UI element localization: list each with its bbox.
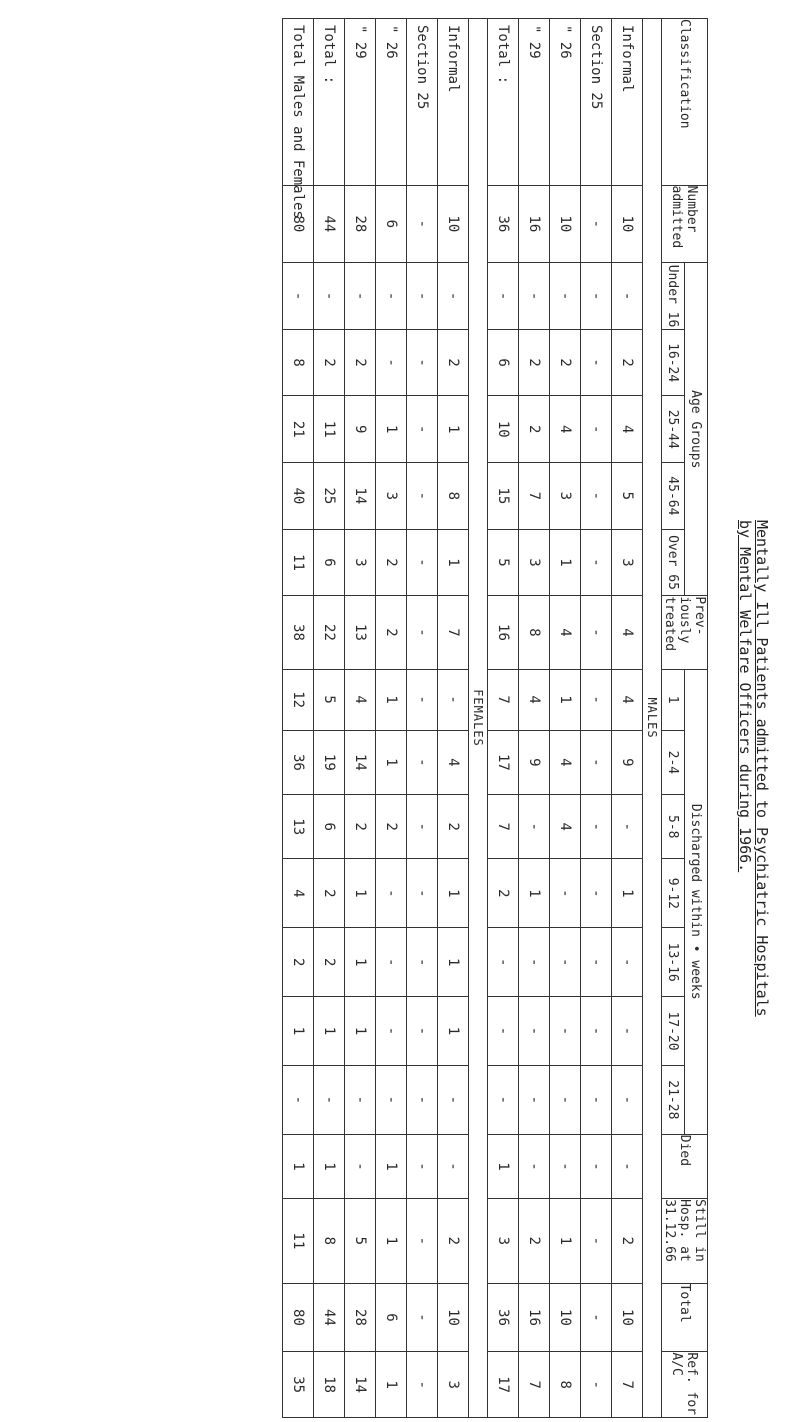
table-cell: -: [407, 1283, 438, 1352]
table-cell: 35: [283, 1352, 314, 1418]
table-cell: 21: [283, 396, 314, 463]
table-cell: 4: [345, 669, 376, 730]
table-cell: 10: [550, 1283, 581, 1352]
table-cell: -: [581, 1352, 612, 1418]
table-cell: -: [581, 795, 612, 859]
table-cell: 4: [283, 859, 314, 928]
row-label: " 29: [519, 19, 550, 186]
table-cell: 1: [550, 669, 581, 730]
table-cell: 10: [612, 185, 643, 263]
table-cell: -: [581, 1065, 612, 1134]
table-cell: 2: [612, 329, 643, 396]
table-cell: 7: [488, 669, 519, 730]
table-cell: 6: [376, 1283, 407, 1352]
table-cell: 4: [612, 669, 643, 730]
discharge-col-header: 17-20: [662, 997, 685, 1066]
table-cell: -: [581, 263, 612, 330]
table-cell: 2: [314, 329, 345, 396]
table-cell: -: [376, 928, 407, 997]
table-cell: 8: [550, 1352, 581, 1418]
table-cell: 17: [488, 730, 519, 794]
table-cell: 5: [345, 1199, 376, 1283]
discharge-col-header: 1: [662, 669, 685, 730]
table-body: [283, 19, 662, 1418]
row-label: Total :: [488, 19, 519, 186]
table-cell: 7: [612, 1352, 643, 1418]
table-cell: 1: [376, 730, 407, 794]
table-cell: 25: [314, 463, 345, 530]
table-cell: 7: [438, 596, 469, 669]
table-cell: 2: [376, 529, 407, 596]
table-cell: -: [407, 669, 438, 730]
table-cell: 44: [314, 185, 345, 263]
table-cell: 1: [519, 859, 550, 928]
age-col-header: Under 16: [662, 263, 685, 330]
table-cell: 1: [376, 1134, 407, 1198]
table-cell: 4: [612, 396, 643, 463]
table-row: [581, 19, 612, 1418]
table-cell: -: [407, 1134, 438, 1198]
table-cell: 8: [438, 463, 469, 530]
table-cell: -: [488, 1065, 519, 1134]
table-cell: -: [407, 1199, 438, 1283]
table-cell: 14: [345, 1352, 376, 1418]
table-row: [314, 19, 345, 1418]
table-cell: 9: [345, 396, 376, 463]
table-cell: 16: [488, 596, 519, 669]
table-cell: 1: [488, 1134, 519, 1198]
table-cell: -: [314, 1065, 345, 1134]
table-cell: 11: [314, 396, 345, 463]
admissions-table: [282, 18, 708, 1418]
table-cell: -: [407, 928, 438, 997]
table-cell: 80: [283, 185, 314, 263]
table-cell: -: [581, 329, 612, 396]
table-cell: -: [581, 396, 612, 463]
table-cell: 4: [550, 596, 581, 669]
table-cell: 8: [283, 329, 314, 396]
table-cell: -: [612, 263, 643, 330]
table-cell: -: [376, 263, 407, 330]
table-cell: 10: [550, 185, 581, 263]
table-cell: 4: [438, 730, 469, 794]
table-row: [438, 19, 469, 1418]
table-row: [519, 19, 550, 1418]
table-cell: 1: [314, 997, 345, 1066]
table-cell: -: [283, 1065, 314, 1134]
table-cell: -: [407, 185, 438, 263]
table-cell: 1: [612, 859, 643, 928]
table-cell: -: [519, 928, 550, 997]
table-cell: 1: [550, 529, 581, 596]
table-cell: 7: [519, 1352, 550, 1418]
table-cell: -: [438, 669, 469, 730]
discharge-col-header: 5-8: [662, 795, 685, 859]
row-label: " 29: [345, 19, 376, 186]
table-cell: 13: [345, 596, 376, 669]
table-cell: 3: [438, 1352, 469, 1418]
table-cell: 2: [550, 329, 581, 396]
table-cell: 3: [612, 529, 643, 596]
table-cell: 1: [438, 529, 469, 596]
table-cell: 4: [550, 795, 581, 859]
total-header: Total: [662, 1283, 708, 1352]
table-cell: -: [581, 928, 612, 997]
discharge-col-header: 2-4: [662, 730, 685, 794]
table-cell: -: [581, 1199, 612, 1283]
table-cell: 1: [376, 1352, 407, 1418]
table-cell: 40: [283, 463, 314, 530]
table-cell: 11: [283, 1199, 314, 1283]
row-label: Section 25: [407, 19, 438, 186]
table-cell: 13: [283, 795, 314, 859]
table-cell: 1: [283, 1134, 314, 1198]
table-cell: 36: [488, 1283, 519, 1352]
table-cell: 3: [488, 1199, 519, 1283]
table-cell: -: [488, 263, 519, 330]
table-cell: -: [283, 263, 314, 330]
section-label: FEMALES: [469, 19, 488, 1418]
table-cell: 28: [345, 185, 376, 263]
table-cell: 1: [376, 396, 407, 463]
table-cell: 2: [438, 1199, 469, 1283]
table-cell: -: [407, 1065, 438, 1134]
table-cell: -: [376, 859, 407, 928]
table-cell: 3: [345, 529, 376, 596]
table-cell: 2: [438, 795, 469, 859]
table-cell: -: [519, 997, 550, 1066]
table-cell: -: [376, 997, 407, 1066]
table-row: [345, 19, 376, 1418]
table-cell: -: [488, 997, 519, 1066]
table-cell: -: [407, 596, 438, 669]
title-line-2: by Mental Welfare Officers during 1966.: [736, 520, 754, 873]
table-cell: 19: [314, 730, 345, 794]
table-cell: -: [519, 795, 550, 859]
table-cell: 1: [345, 997, 376, 1066]
table-cell: 1: [438, 859, 469, 928]
table-cell: 2: [612, 1199, 643, 1283]
table-row: [612, 19, 643, 1418]
table-cell: -: [612, 997, 643, 1066]
table-row: [488, 19, 519, 1418]
section-row: [469, 19, 488, 1418]
row-label: " 26: [376, 19, 407, 186]
table-cell: 38: [283, 596, 314, 669]
table-cell: 15: [488, 463, 519, 530]
table-cell: -: [581, 997, 612, 1066]
table-cell: 2: [314, 859, 345, 928]
section-label: MALES: [643, 19, 662, 1418]
table-cell: 4: [612, 596, 643, 669]
table-cell: 5: [314, 669, 345, 730]
table-cell: 4: [550, 730, 581, 794]
table-cell: 1: [376, 1199, 407, 1283]
table-row: [407, 19, 438, 1418]
table-cell: -: [407, 463, 438, 530]
age-col-header: 16-24: [662, 329, 685, 396]
table-cell: 1: [283, 997, 314, 1066]
table-cell: 4: [550, 396, 581, 463]
table-cell: 6: [488, 329, 519, 396]
table-cell: 36: [283, 730, 314, 794]
table-cell: -: [376, 1065, 407, 1134]
table-cell: -: [612, 1134, 643, 1198]
previously-treated-header: Prev-iously treated: [662, 596, 708, 669]
table-cell: -: [407, 263, 438, 330]
table-cell: 80: [283, 1283, 314, 1352]
table-cell: 6: [314, 795, 345, 859]
table-cell: -: [581, 529, 612, 596]
table-cell: -: [438, 1134, 469, 1198]
table-cell: 14: [345, 730, 376, 794]
row-label: Informal: [612, 19, 643, 186]
still-in-hospital-header: Still in Hosp. at 31.12.66: [662, 1199, 708, 1283]
table-cell: 36: [488, 185, 519, 263]
table-cell: -: [345, 1134, 376, 1198]
table-cell: -: [612, 795, 643, 859]
table-cell: -: [488, 928, 519, 997]
table-cell: 11: [283, 529, 314, 596]
table-cell: 1: [376, 669, 407, 730]
table-cell: -: [314, 263, 345, 330]
table-cell: -: [550, 859, 581, 928]
table-cell: -: [407, 795, 438, 859]
table-cell: 44: [314, 1283, 345, 1352]
table-cell: 1: [438, 928, 469, 997]
discharge-col-header: 9-12: [662, 859, 685, 928]
table-cell: -: [550, 1065, 581, 1134]
row-label: Total Males and Females: [283, 19, 314, 186]
table-cell: 2: [376, 596, 407, 669]
table-cell: -: [519, 1065, 550, 1134]
row-label: Total :: [314, 19, 345, 186]
table-cell: -: [407, 329, 438, 396]
table-cell: -: [345, 1065, 376, 1134]
table-cell: -: [550, 263, 581, 330]
discharge-col-header: 21-28: [662, 1065, 685, 1134]
section-row: [643, 19, 662, 1418]
died-header: Died: [662, 1134, 708, 1198]
table-cell: -: [581, 669, 612, 730]
table-cell: 10: [488, 396, 519, 463]
table-cell: 2: [314, 928, 345, 997]
table-cell: -: [376, 329, 407, 396]
table-cell: -: [407, 529, 438, 596]
table-cell: 2: [488, 859, 519, 928]
table-cell: 2: [519, 1199, 550, 1283]
table-cell: 5: [612, 463, 643, 530]
discharge-col-header: 13-16: [662, 928, 685, 997]
row-label: Section 25: [581, 19, 612, 186]
table-cell: 1: [345, 928, 376, 997]
classification-header: Classification: [662, 19, 708, 186]
table-cell: 10: [612, 1283, 643, 1352]
table-cell: 3: [550, 463, 581, 530]
table-cell: 2: [345, 795, 376, 859]
table-cell: 6: [376, 185, 407, 263]
table-cell: -: [612, 928, 643, 997]
table-cell: 14: [345, 463, 376, 530]
table-cell: -: [407, 396, 438, 463]
ref-for-ac-header: Ref. for A/C: [662, 1352, 708, 1418]
table-cell: -: [550, 1134, 581, 1198]
table-cell: 2: [376, 795, 407, 859]
table-cell: 2: [519, 329, 550, 396]
row-label: Informal: [438, 19, 469, 186]
table-cell: 1: [314, 1134, 345, 1198]
row-label: " 26: [550, 19, 581, 186]
table-cell: 2: [519, 396, 550, 463]
table-cell: -: [407, 730, 438, 794]
table-cell: 7: [519, 463, 550, 530]
table-cell: 2: [345, 329, 376, 396]
table-cell: -: [581, 463, 612, 530]
table-cell: -: [581, 859, 612, 928]
discharged-within-header: Discharged within • weeks: [685, 669, 708, 1134]
table-cell: -: [581, 596, 612, 669]
table-cell: -: [550, 997, 581, 1066]
table-cell: 3: [519, 529, 550, 596]
table-cell: 10: [438, 185, 469, 263]
table-cell: 1: [438, 396, 469, 463]
table-cell: -: [581, 185, 612, 263]
table-cell: 16: [519, 185, 550, 263]
table-cell: 2: [438, 329, 469, 396]
table-cell: 4: [519, 669, 550, 730]
table-cell: -: [581, 1134, 612, 1198]
table-cell: 3: [376, 463, 407, 530]
table-row: [550, 19, 581, 1418]
table-cell: -: [438, 1065, 469, 1134]
table-cell: 9: [612, 730, 643, 794]
table-cell: 1: [345, 859, 376, 928]
age-col-header: 45-64: [662, 463, 685, 530]
table-cell: -: [407, 1352, 438, 1418]
table-cell: -: [612, 1065, 643, 1134]
number-admitted-header: Number admitted: [662, 185, 708, 263]
table-cell: 16: [519, 1283, 550, 1352]
table-cell: 8: [519, 596, 550, 669]
title-line-1: Mentally Ill Patients admitted to Psychiatric Hospitals: [753, 520, 771, 1017]
table-cell: 1: [438, 997, 469, 1066]
table-cell: 17: [488, 1352, 519, 1418]
table-cell: 10: [438, 1283, 469, 1352]
table-cell: 12: [283, 669, 314, 730]
table-cell: 22: [314, 596, 345, 669]
page-title: [736, 520, 770, 1420]
table-cell: 18: [314, 1352, 345, 1418]
table-cell: -: [550, 928, 581, 997]
age-col-header: 25-44: [662, 396, 685, 463]
table-cell: 2: [283, 928, 314, 997]
table-row: [376, 19, 407, 1418]
table-cell: 28: [345, 1283, 376, 1352]
table-cell: 7: [488, 795, 519, 859]
table-cell: 9: [519, 730, 550, 794]
age-col-header: Over 65: [662, 529, 685, 596]
table-row: [283, 19, 314, 1418]
table-cell: -: [519, 263, 550, 330]
table-cell: -: [581, 1283, 612, 1352]
age-groups-header: Age Groups: [685, 263, 708, 596]
table-cell: 1: [550, 1199, 581, 1283]
table-cell: -: [581, 730, 612, 794]
table-cell: -: [345, 263, 376, 330]
table-cell: 5: [488, 529, 519, 596]
table-cell: 8: [314, 1199, 345, 1283]
table-cell: -: [438, 263, 469, 330]
table-cell: 6: [314, 529, 345, 596]
table-cell: -: [407, 997, 438, 1066]
table-cell: -: [407, 859, 438, 928]
table-cell: -: [519, 1134, 550, 1198]
